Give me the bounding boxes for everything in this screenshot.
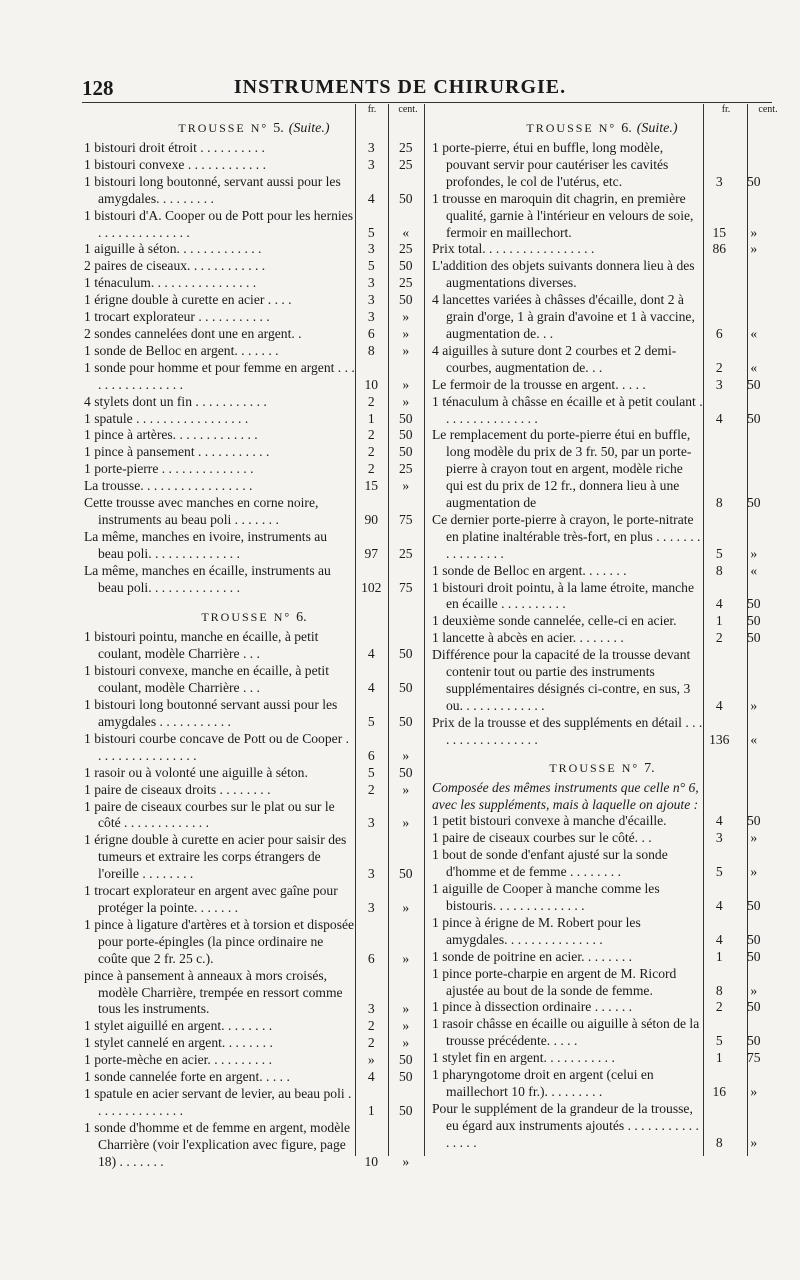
entry-francs: 3 — [715, 376, 723, 392]
price-entry — [84, 832, 424, 883]
entry-francs: 5 — [715, 864, 723, 880]
entry-centimes: « — [402, 224, 410, 240]
entry-francs: 2 — [367, 393, 375, 409]
entry-centimes: » — [402, 781, 410, 797]
price-entry — [84, 1018, 424, 1035]
price-entry — [432, 1101, 772, 1152]
price-entry — [84, 765, 424, 782]
entry-francs: 10 — [364, 1153, 379, 1169]
entry-centimes: » — [402, 899, 410, 915]
entry-francs: 3 — [367, 815, 375, 831]
entry-text: 1 érigne double à curette en acier . . . . — [84, 292, 292, 308]
price-entry — [84, 883, 424, 917]
entry-text: 2 sondes cannelées dont une en argent. . — [84, 325, 302, 341]
entry-francs: 1 — [715, 613, 723, 629]
entry-francs: 8 — [715, 982, 723, 998]
entry-francs: 4 — [367, 190, 375, 206]
price-entry — [432, 580, 772, 614]
entry-francs: 3 — [715, 173, 723, 189]
price-entry — [84, 275, 424, 292]
price-list — [432, 140, 772, 749]
entry-text: pince à pansement à anneaux à mors croisés, modèle Charrière, trempée en ressort comme tous les instruments. — [84, 967, 343, 1017]
price-entry — [84, 1086, 424, 1120]
entry-francs: 5 — [367, 714, 375, 729]
price-entry — [84, 208, 424, 242]
entry-text: Cette trousse avec manches en corne noire, instruments au beau poli . . . . . . . — [84, 495, 319, 527]
entry-francs: 102 — [361, 579, 382, 595]
header-rule — [82, 102, 772, 103]
price-entry — [84, 292, 424, 309]
price-entry — [84, 140, 424, 157]
entry-text: 1 paire de ciseaux droits . . . . . . . . — [84, 781, 271, 797]
entry-centimes: 50 — [398, 680, 413, 696]
entry-francs: 2 — [715, 999, 723, 1015]
entry-francs: 4 — [715, 697, 723, 713]
entry-centimes: 50 — [398, 410, 413, 426]
entry-centimes: 50 — [398, 427, 413, 443]
price-entry — [432, 427, 772, 512]
entry-centimes: 50 — [746, 1033, 761, 1049]
price-entry — [432, 949, 772, 966]
entry-centimes: » — [402, 1018, 410, 1034]
price-entry — [432, 613, 772, 630]
entry-text: 1 pince à érigne de M. Robert pour les amygdales. . . . . . . . . . . . . . . — [432, 914, 641, 947]
entry-centimes: » — [402, 376, 410, 392]
entry-text: Prix de la trousse et des suppléments en détail . . . . . . . . . . . . . . . . . — [432, 714, 703, 747]
entry-centimes: » — [750, 545, 758, 561]
entry-francs: 8 — [715, 495, 723, 511]
price-entry — [84, 731, 424, 765]
entry-text: 1 stylet fin en argent. . . . . . . . . . . — [432, 1050, 615, 1066]
entry-text: 1 bistouri droit pointu, à la lame étroite, manche en écaille . . . . . . . . . . — [432, 579, 694, 612]
entry-centimes: » — [402, 478, 410, 494]
entry-francs: » — [367, 1052, 375, 1068]
entry-francs: 15 — [712, 224, 727, 240]
entry-francs: 2 — [715, 630, 723, 646]
section-heading-trousse-5: TROUSSE N° 5. (Suite.) — [178, 121, 330, 136]
entry-centimes: 50 — [746, 596, 761, 612]
price-entry — [432, 140, 772, 191]
entry-francs: 4 — [367, 646, 375, 662]
entry-centimes: 50 — [746, 999, 761, 1015]
entry-centimes: » — [402, 342, 410, 358]
column-rule — [424, 104, 425, 1156]
entry-centimes: 50 — [746, 410, 761, 426]
entry-centimes: » — [750, 241, 758, 257]
price-entry — [84, 343, 424, 360]
entry-centimes: » — [750, 1134, 758, 1150]
entry-francs: 4 — [715, 410, 723, 426]
entry-text: 1 bistouri d'A. Cooper ou de Pott pour les hernies . . . . . . . . . . . . . . — [84, 207, 354, 240]
price-entry — [84, 917, 424, 968]
entry-francs: 136 — [709, 731, 730, 747]
entry-francs: 97 — [364, 545, 379, 561]
price-entry — [84, 495, 424, 529]
entry-francs: 5 — [367, 258, 375, 274]
entry-text: 1 sonde d'homme et de femme en argent, modèle Charrière (voir l'explication avec figure, page 18) . . . . . . . — [84, 1119, 351, 1169]
price-entry — [84, 360, 424, 394]
price-entry — [432, 241, 772, 258]
entry-text: 1 pince à ligature d'artères et à torsion et disposée pour porte-épingles (la pince ordinaire ne coûte que 2 fr. 25 c.). — [84, 916, 355, 966]
entry-centimes: » — [750, 864, 758, 880]
entry-centimes: 25 — [398, 156, 413, 172]
entry-francs: 4 — [715, 596, 723, 612]
price-entry — [432, 881, 772, 915]
entry-francs: 4 — [715, 813, 723, 829]
entry-francs: 4 — [367, 1069, 375, 1085]
entry-centimes: 50 — [746, 630, 761, 646]
section-heading-trousse-6: TROUSSE N° 6. — [201, 610, 307, 626]
price-entry — [84, 1035, 424, 1052]
entry-centimes: 50 — [398, 258, 413, 274]
price-entry — [84, 697, 424, 731]
entry-text: 1 bistouri convexe . . . . . . . . . . . . — [84, 156, 266, 172]
entry-text: La trousse. . . . . . . . . . . . . . . . . — [84, 478, 253, 494]
entry-centimes: » — [402, 1035, 410, 1051]
entry-centimes: » — [750, 697, 758, 713]
entry-francs: 3 — [367, 275, 375, 291]
entry-text: 1 pince à pansement . . . . . . . . . . . — [84, 444, 270, 460]
entry-francs: 3 — [367, 899, 375, 915]
entry-centimes: » — [402, 1153, 410, 1169]
price-entry — [432, 647, 772, 715]
entry-text: La même, manches en écaille, instruments au beau poli. . . . . . . . . . . . . . — [84, 562, 331, 595]
entry-centimes: 50 — [398, 190, 413, 206]
entry-text: Le fermoir de la trousse en argent. . . . . — [432, 376, 646, 392]
entry-francs: 16 — [712, 1083, 727, 1099]
entry-text: 1 ténaculum à châsse en écaille et à petit coulant . . . . . . . . . . . . . . . — [432, 393, 703, 426]
entry-centimes: » — [402, 325, 410, 341]
franc-column-header: fr. — [721, 104, 731, 115]
price-entry — [84, 157, 424, 174]
entry-francs: 2 — [367, 1018, 375, 1034]
entry-text: 1 lancette à abcès en acier. . . . . . . . — [432, 630, 624, 646]
entry-francs: 4 — [367, 680, 375, 696]
right-column — [432, 106, 772, 1152]
entry-text: 1 pince à dissection ordinaire . . . . . . — [432, 999, 633, 1015]
price-entry — [432, 377, 772, 394]
entry-francs: 3 — [367, 309, 375, 325]
price-entry — [84, 1069, 424, 1086]
entry-centimes: « — [750, 359, 758, 375]
entry-text: 1 sonde de poitrine en acier. . . . . . . . — [432, 948, 633, 964]
entry-centimes: » — [402, 1001, 410, 1017]
price-entry — [432, 915, 772, 949]
entry-centimes: 50 — [398, 1102, 413, 1118]
price-list — [432, 813, 772, 1151]
entry-francs: 5 — [715, 545, 723, 561]
entry-text: 1 pince à artères. . . . . . . . . . . . . — [84, 427, 258, 443]
entry-francs: 15 — [364, 478, 379, 494]
entry-text: 4 aiguilles à suture dont 2 courbes et 2 demi-courbes, augmentation de. . . — [432, 342, 677, 375]
price-list — [84, 140, 424, 596]
entry-centimes: « — [750, 562, 758, 578]
price-entry — [432, 630, 772, 647]
entry-francs: 5 — [367, 224, 375, 240]
entry-centimes: 75 — [398, 511, 413, 527]
running-title: INSTRUMENTS DE CHIRURGIE. — [233, 76, 567, 98]
entry-francs: 86 — [712, 241, 727, 257]
entry-text: 1 sonde pour homme et pour femme en argent . . . . . . . . . . . . . . . . — [84, 359, 355, 392]
section-heading-trousse-6-suite: TROUSSE N° 6. (Suite.) — [526, 121, 678, 136]
entry-centimes: 50 — [398, 444, 413, 460]
price-entry — [84, 529, 424, 563]
price-entry — [84, 629, 424, 663]
entry-francs: 3 — [367, 1001, 375, 1017]
entry-francs: 90 — [364, 511, 379, 527]
entry-text: 1 trocart explorateur en argent avec gaîne pour protéger la pointe. . . . . . . — [84, 883, 338, 915]
entry-centimes: » — [402, 815, 410, 831]
entry-francs: 1 — [715, 1050, 723, 1066]
entry-francs: 3 — [367, 241, 375, 257]
entry-text: L'addition des objets suivants donnera lieu à des augmentations diverses. — [432, 258, 695, 291]
price-entry — [84, 782, 424, 799]
price-entry — [432, 999, 772, 1016]
page-number: 128 — [82, 76, 114, 100]
entry-text: 1 spatule en acier servant de levier, au beau poli . . . . . . . . . . . . . . — [84, 1085, 352, 1118]
entry-centimes: 50 — [398, 866, 413, 882]
entry-text: 1 deuxième sonde cannelée, celle-ci en acier. — [432, 613, 677, 629]
price-entry — [84, 563, 424, 597]
entry-text: 1 sonde cannelée forte en argent. . . . . — [84, 1069, 290, 1085]
price-entry — [84, 309, 424, 326]
entry-text: 1 porte-pierre, étui en buffle, long modèle, pouvant servir pour cautériser les cavités profondes, le col de l'utérus, etc. — [432, 140, 669, 189]
entry-francs: 1 — [367, 410, 375, 426]
entry-text: Ce dernier porte-pierre à crayon, le porte-nitrate en platine inaltérable très-fort, en plus . . . . . . . . . . . . . . . . — [432, 511, 701, 561]
entry-text: 1 trocart explorateur . . . . . . . . . . . — [84, 309, 270, 325]
price-entry — [84, 1120, 424, 1171]
price-entry — [84, 326, 424, 343]
entry-centimes: 50 — [398, 646, 413, 662]
entry-text: 1 bout de sonde d'enfant ajusté sur la sonde d'homme et de femme . . . . . . . . — [432, 847, 668, 880]
price-entry — [432, 830, 772, 847]
entry-text: 1 porte-pierre . . . . . . . . . . . . . . — [84, 461, 254, 477]
price-entry — [84, 799, 424, 833]
price-entry — [84, 174, 424, 208]
entry-centimes: « — [750, 731, 758, 747]
entry-centimes: 75 — [746, 1050, 761, 1066]
price-entry — [84, 444, 424, 461]
entry-text: 1 bistouri droit étroit . . . . . . . . . . — [84, 140, 265, 155]
price-entry — [84, 241, 424, 258]
entry-centimes: 75 — [398, 579, 413, 595]
entry-centimes: 50 — [746, 931, 761, 947]
price-entry — [432, 1016, 772, 1050]
entry-francs: 2 — [367, 444, 375, 460]
entry-text: Le remplacement du porte-pierre étui en buffle, long modèle du prix de 3 fr. 50, par un porte-pierre à crayon tout en argent, modèle riche qui est du prix de 12 fr., donnera lieu à une augmentation de — [432, 427, 692, 511]
entry-centimes: 25 — [398, 140, 413, 155]
price-entry — [432, 1050, 772, 1067]
entry-centimes: 50 — [398, 292, 413, 308]
entry-text: 2 paires de ciseaux. . . . . . . . . . . . — [84, 258, 266, 274]
price-entry — [84, 427, 424, 444]
entry-text: 1 bistouri long boutonné servant aussi pour les amygdales . . . . . . . . . . . — [84, 697, 338, 729]
entry-text: 1 bistouri courbe concave de Pott ou de Cooper . . . . . . . . . . . . . . . . — [84, 730, 350, 763]
entry-text: 1 spatule . . . . . . . . . . . . . . . . . — [84, 410, 249, 426]
price-entry — [432, 512, 772, 563]
entry-text: 1 aiguille à séton. . . . . . . . . . . . . — [84, 241, 262, 257]
entry-text: 1 stylet cannelé en argent. . . . . . . . — [84, 1035, 273, 1051]
price-list — [84, 629, 424, 1170]
entry-text: Différence pour la capacité de la trousse devant contenir tout ou partie des instruments supplémentaires désignés ci-contre, en sus, 3 ou. . . . . . . . . . . . . — [432, 647, 691, 713]
entry-centimes: 50 — [746, 613, 761, 629]
entry-text: 1 paire de ciseaux courbes sur le plat ou sur le côté . . . . . . . . . . . . . — [84, 798, 335, 831]
entry-centimes: 50 — [746, 495, 761, 511]
entry-centimes: 25 — [398, 241, 413, 257]
section-heading-trousse-7: TROUSSE N° 7. — [549, 760, 655, 776]
entry-centimes: 25 — [398, 275, 413, 291]
entry-text: 1 sonde de Belloc en argent. . . . . . . — [84, 342, 279, 358]
entry-text: Pour le supplément de la grandeur de la trousse, eu égard aux instruments ajoutés . . . . . . . . . . . . . . . . — [432, 1100, 699, 1150]
entry-francs: 1 — [367, 1102, 375, 1118]
entry-text: 1 pharyngotome droit en argent (celui en maillechort 10 fr.). . . . . . . . . — [432, 1067, 654, 1099]
entry-francs: 3 — [367, 156, 375, 172]
entry-francs: 4 — [715, 897, 723, 913]
price-entry — [432, 847, 772, 881]
entry-francs: 10 — [364, 376, 379, 392]
price-entry — [84, 411, 424, 428]
entry-francs: 2 — [715, 359, 723, 375]
entry-text: Prix total. . . . . . . . . . . . . . . . . — [432, 241, 595, 257]
entry-text: 4 lancettes variées à châsses d'écaille, dont 2 à grain d'orge, 1 à grain d'avoine et 1 à vaccine, augmentation de. . . — [432, 292, 695, 341]
entry-text: 1 sonde de Belloc en argent. . . . . . . — [432, 562, 627, 578]
price-entry — [432, 292, 772, 343]
entry-francs: 6 — [367, 950, 375, 966]
entry-centimes: « — [750, 325, 758, 341]
price-entry — [84, 663, 424, 697]
section-intro: Composée des mêmes instruments que celle n° 6, avec les suppléments, mais à laquelle on ajoute : — [432, 779, 699, 812]
entry-text: La même, manches en ivoire, instruments au beau poli. . . . . . . . . . . . . . — [84, 528, 328, 561]
entry-text: 1 petit bistouri convexe à manche d'écaille. — [432, 813, 667, 829]
entry-francs: 4 — [715, 931, 723, 947]
entry-centimes: » — [750, 982, 758, 998]
entry-francs: 2 — [367, 781, 375, 797]
entry-centimes: 50 — [746, 173, 761, 189]
entry-centimes: 50 — [746, 897, 761, 913]
entry-francs: 3 — [367, 292, 375, 308]
entry-centimes: » — [402, 747, 410, 763]
entry-centimes: » — [750, 1083, 758, 1099]
entry-centimes: 50 — [746, 948, 761, 964]
entry-text: 1 ténaculum. . . . . . . . . . . . . . . . — [84, 275, 257, 291]
entry-francs: 8 — [715, 562, 723, 578]
entry-text: 1 porte-mèche en acier. . . . . . . . . . — [84, 1052, 272, 1068]
price-entry — [432, 343, 772, 377]
franc-column-header: fr. — [367, 104, 377, 115]
price-entry — [84, 478, 424, 495]
entry-centimes: 50 — [398, 1052, 413, 1068]
entry-text: 1 aiguille de Cooper à manche comme les bistouris. . . . . . . . . . . . . . — [432, 881, 660, 913]
entry-centimes: » — [402, 309, 410, 325]
entry-text: 4 stylets dont un fin . . . . . . . . . . . — [84, 393, 267, 409]
entry-francs: 3 — [367, 866, 375, 882]
entry-text: 1 stylet aiguillé en argent. . . . . . . . — [84, 1018, 273, 1034]
entry-francs: 8 — [367, 342, 375, 358]
entry-text: 1 érigne double à curette en acier pour saisir des tumeurs et extraire les corps étrangers de l'oreille . . . . . . . . — [84, 832, 347, 882]
entry-centimes: » — [402, 393, 410, 409]
entry-centimes: 50 — [398, 764, 413, 780]
entry-centimes: 25 — [398, 545, 413, 561]
entry-text: 1 trousse en maroquin dit chagrin, en première qualité, garnie à l'intérieur en velours de soie, fermoir en maillechort. — [432, 190, 694, 240]
entry-francs: 2 — [367, 1035, 375, 1051]
price-entry — [432, 813, 772, 830]
entry-francs: 6 — [367, 747, 375, 763]
entry-centimes: » — [402, 950, 410, 966]
entry-centimes: » — [750, 224, 758, 240]
entry-francs: 1 — [715, 948, 723, 964]
entry-text: 1 rasoir ou à volonté une aiguille à séton. — [84, 764, 308, 780]
entry-text: 1 rasoir châsse en écaille ou aiguille à séton de la trousse précédente. . . . . — [432, 1016, 700, 1049]
price-entry — [432, 258, 772, 292]
entry-francs: 8 — [715, 1134, 723, 1150]
entry-francs: 2 — [367, 461, 375, 477]
entry-centimes: 50 — [398, 714, 413, 729]
price-entry — [432, 1067, 772, 1101]
entry-text: 1 paire de ciseaux courbes sur le côté. . . — [432, 830, 652, 846]
entry-centimes: 50 — [398, 1069, 413, 1085]
price-entry — [432, 191, 772, 242]
entry-francs: 5 — [715, 1033, 723, 1049]
price-entry — [84, 1052, 424, 1069]
price-entry — [432, 394, 772, 428]
entry-francs: 2 — [367, 427, 375, 443]
entry-francs: 3 — [367, 140, 375, 155]
price-entry — [84, 258, 424, 275]
entry-francs: 6 — [367, 325, 375, 341]
entry-text: 1 bistouri pointu, manche en écaille, à petit coulant, modèle Charrière . . . — [84, 629, 319, 662]
entry-text: 1 bistouri convexe, manche en écaille, à petit coulant, modèle Charrière . . . — [84, 663, 329, 696]
price-entry — [84, 968, 424, 1019]
left-column — [84, 106, 424, 1169]
entry-centimes: 25 — [398, 461, 413, 477]
price-entry — [84, 461, 424, 478]
price-entry — [432, 966, 772, 1000]
entry-francs: 5 — [367, 764, 375, 780]
entry-centimes: 50 — [746, 813, 761, 829]
cent-column-header: cent. — [758, 104, 778, 115]
price-entry — [84, 394, 424, 411]
entry-text: 1 pince porte-charpie en argent de M. Ricord ajustée au bout de la sonde de femme. — [432, 965, 677, 998]
cent-column-header: cent. — [398, 104, 418, 115]
entry-francs: 3 — [715, 830, 723, 846]
entry-francs: 6 — [715, 325, 723, 341]
price-entry — [432, 563, 772, 580]
price-entry — [432, 715, 772, 749]
entry-centimes: 50 — [746, 376, 761, 392]
entry-centimes: » — [750, 830, 758, 846]
entry-text: 1 bistouri long boutonné, servant aussi pour les amygdales. . . . . . . . . — [84, 173, 341, 206]
